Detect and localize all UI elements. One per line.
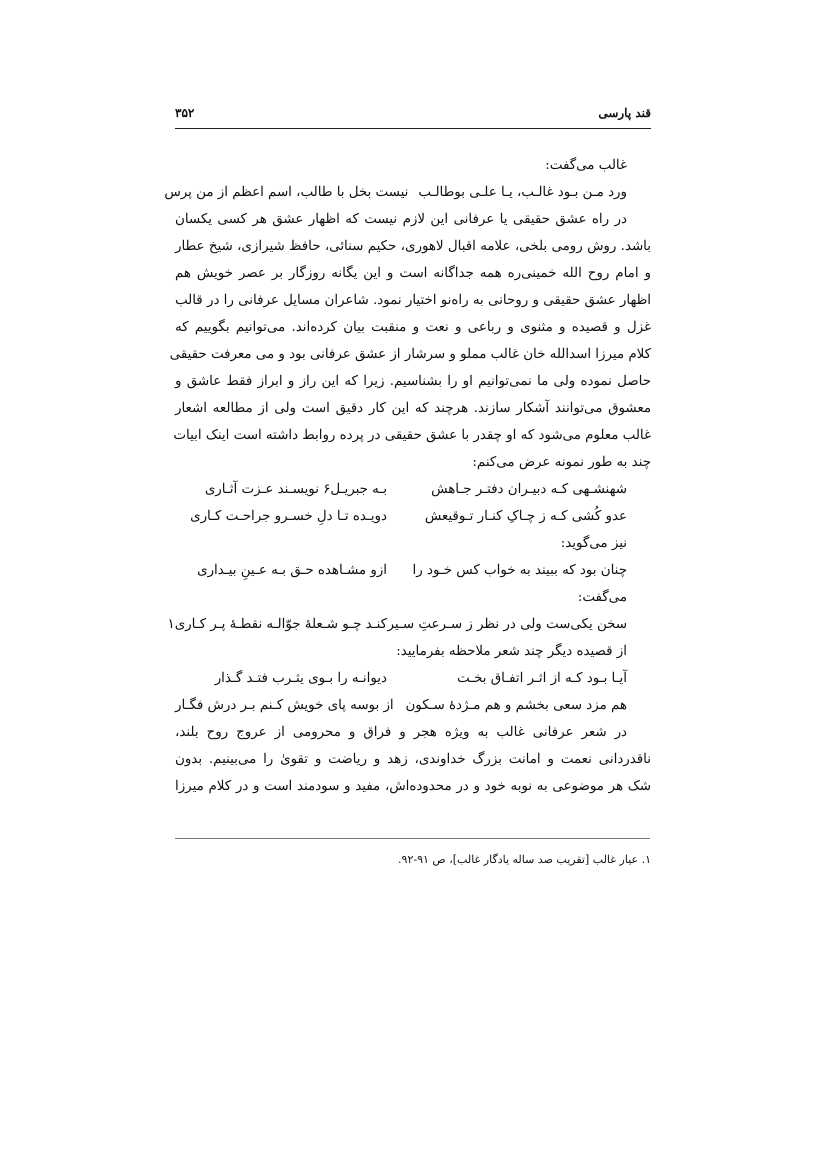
running-title: قند پارسی <box>598 106 651 120</box>
header-rule <box>175 128 651 129</box>
page-header <box>175 100 651 130</box>
first-hemistich: آیـا بـود کـه از اثـر اتفـاق بخـت <box>457 671 627 686</box>
first-hemistich: عدو کُشی کـه ز چـاکِ کنـار تـوقیعش <box>424 509 627 524</box>
text-line: اظهار عشق حقیقی و روحانی به راه‌نو اختیار نمود. شاعران مسایل عرفانی را در قالب <box>175 293 651 308</box>
text-line: باشد. روش رومی بلخی، علامه اقبال لاهوری، حکیم سنائی، حافظ شیرازی، شیخ عطار <box>175 239 651 254</box>
verse-line <box>175 557 651 584</box>
first-hemistich: ورد مـن بـود غالـب، یـا علـی بوطالـب <box>418 185 627 200</box>
first-hemistich: سخن یکی‌ست ولی در نظر ز سـرعتِ سـیر <box>387 617 627 632</box>
second-hemistich: کنـد چـو شـعلهٔ جوّالـه نقطـهٔ پـر کـاری۱ <box>167 617 387 632</box>
text-line: غالب می‌گفت: <box>545 158 627 173</box>
second-hemistich: نیست بخل با طالب، اسم اعظم از من پرس <box>164 185 409 200</box>
footnote: ۱. عیار غالب [تقریب صد ساله یادگار غالب]، ص ۹۱-۹۲. <box>398 853 651 866</box>
verse-line <box>175 503 651 530</box>
text-line: در راه عشق حقیقی یا عرفانی این لازم نیست که اظهار عشق هر کسی یکسان <box>175 212 627 227</box>
text-line: معشوق می‌توانند آشکار سازند. هرچند که این کار دقیق است ولی از مطالعه اشعار <box>175 401 651 416</box>
second-hemistich: ازو مشـاهده حـق بـه عـینِ بیـداری <box>197 563 387 578</box>
text-line: غزل و قصیده و مثنوی و رباعی و نعت و منقبت بیان کرده‌اند. می‌توانیم بگوییم که <box>175 320 651 335</box>
first-hemistich: چنان بود که ببیند به خواب کس خـود را <box>412 563 627 578</box>
verse-line <box>164 179 651 206</box>
second-hemistich: دویـده تـا دلِ خسـرو جراحـت کـاری <box>190 509 387 524</box>
text-line: در شعر عرفانی غالب به ویژه هجر و فراق و محرومی از عروج روح بلند، <box>175 725 627 740</box>
verse-line <box>175 665 651 692</box>
text-line: نیز می‌گوید: <box>560 536 627 551</box>
verse-line <box>175 476 651 503</box>
text-line: غالب معلوم می‌شود که او چقدر با عشق حقیقی در پرده روابط داشته است اینک ابیات <box>173 428 651 443</box>
page-number: ۳۵۲ <box>175 106 195 120</box>
first-hemistich: شهنشـهی کـه دبیـران دفتـر جـاهش <box>431 482 627 497</box>
footnote-rule <box>175 838 650 839</box>
text-line: و امام روح الله خمینی‌ره همه جداگانه است و این یگانه روزگار بر عصر خویش هم <box>175 266 651 281</box>
second-hemistich: از بوسه پای خویش کـنم بـر درش فگـار <box>175 698 394 713</box>
verse-line <box>175 692 651 719</box>
body-text <box>164 152 651 800</box>
verse-line <box>167 611 651 638</box>
text-line: می‌گفت: <box>577 590 627 605</box>
text-line: ناقدردانی نعمت و امانت بزرگ خداوندی، زهد و ریاضت و تقویٰ را می‌بینیم. بدون <box>175 752 651 767</box>
text-line: شک هر موضوعی به نوبه خود و در محدوده‌اش، مفید و سودمند است و در کلام میرزا <box>175 779 651 794</box>
text-line: چند به طور نمونه عرض می‌کنم: <box>472 455 651 470</box>
text-line: از قصیده دیگر چند شعر ملاحظه بفرمایید: <box>396 644 627 659</box>
second-hemistich: بـه جبریـل۶ نویسـند عـزت آثـاری <box>204 482 387 497</box>
second-hemistich: دیوانـه را بـوی یثـرب فتـد گـذار <box>214 671 387 686</box>
first-hemistich: هم مزد سعی بخشم و هم مـژدهٔ سـکون <box>405 698 627 713</box>
text-line: کلام میرزا اسدالله خان غالب مملو و سرشار از عشق عرفانی بود و می معرفت حقیقی <box>169 347 651 362</box>
text-line: حاصل نموده ولی ما نمی‌توانیم او را بشناسیم. زیرا که این راز و ابراز فقط عاشق و <box>175 374 651 389</box>
